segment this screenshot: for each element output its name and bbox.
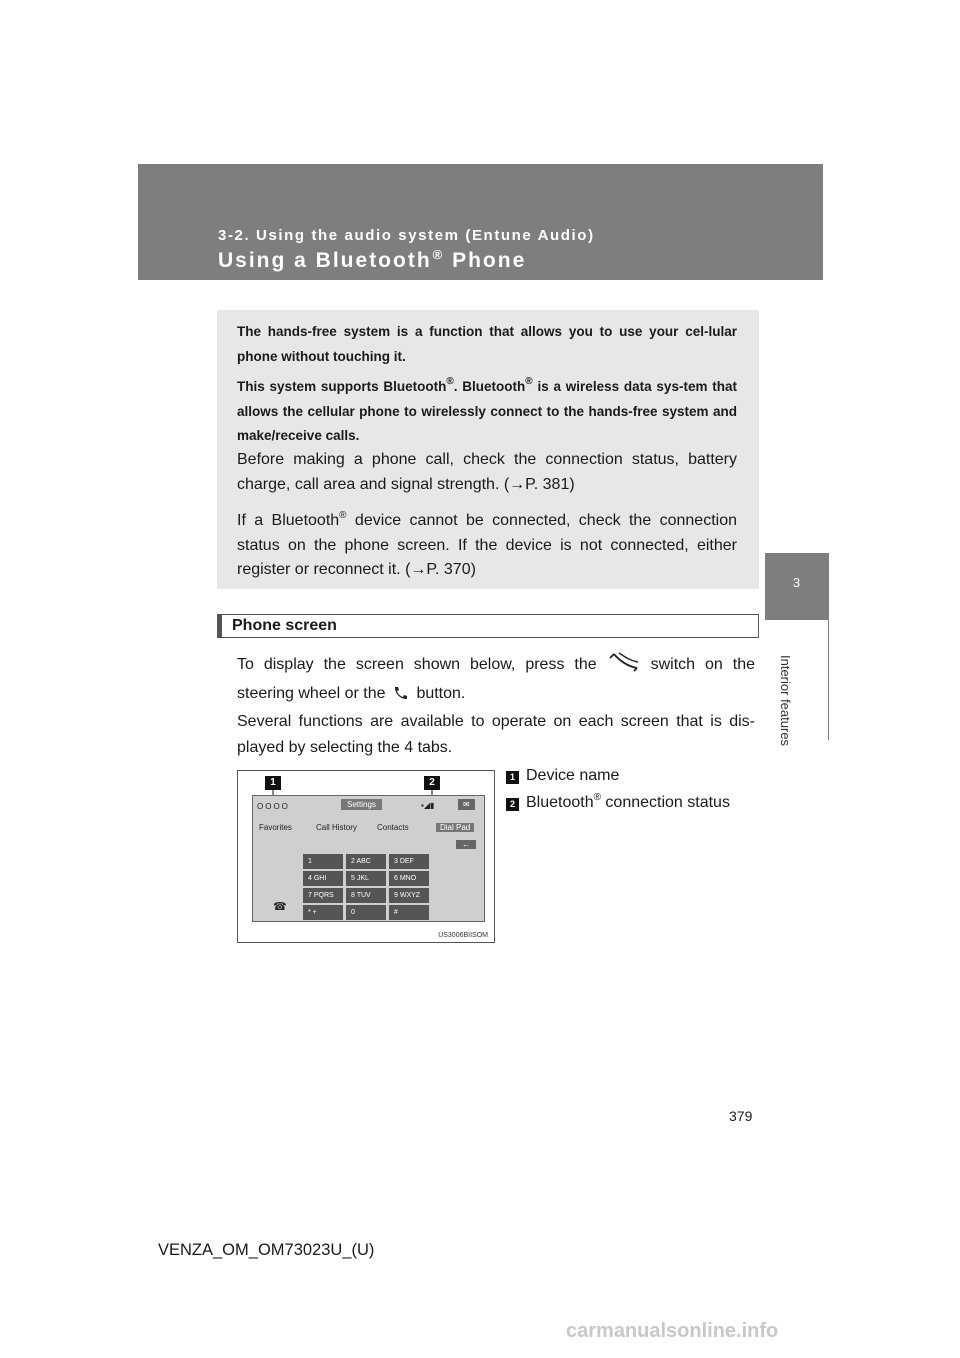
chapter-header — [138, 164, 823, 280]
dial-key: 5 JKL — [346, 871, 386, 886]
side-rule — [828, 553, 829, 740]
call-icon: ☎ — [273, 901, 287, 913]
figure-id: US3006BIISOM — [438, 932, 488, 939]
dial-key: 0 — [346, 905, 386, 920]
body-text: Several functions are available to operate on each screen that is dis-played by selecting the 4 tabs. — [237, 713, 755, 756]
legend-item: 1 Device name — [506, 767, 619, 785]
dial-key: 8 TUV — [346, 888, 386, 903]
page-number: 379 — [729, 1108, 753, 1124]
tab-dial-pad: Dial Pad — [436, 823, 474, 832]
dial-key: 4 GHI — [303, 871, 343, 886]
legend-item: 2 Bluetooth® connection status — [506, 792, 730, 812]
callout-badge: 1 — [265, 776, 281, 790]
tab-call-history: Call History — [316, 823, 357, 832]
body-text: To display the screen shown below, press the switch on the steering wheel or the button. — [237, 650, 755, 709]
legend-badge: 2 — [506, 798, 519, 811]
mail-icon: ✉ — [458, 799, 475, 810]
dial-key: 6 MNO — [389, 871, 429, 886]
bluetooth-status-icon: ▪◢▮ — [421, 801, 435, 810]
info-text: Before making a phone call, check the connection status, battery charge, call area and signal strength. (→P. 381) — [237, 451, 737, 493]
device-name: OOOO — [257, 802, 290, 811]
info-text: This system supports Bluetooth®. Bluetooth® is a wireless data sys-tem that allows the cellular phone to wirelessly connect to the hands-free system and make/receive calls. — [237, 376, 737, 443]
dial-key: 9 WXYZ — [389, 888, 429, 903]
sub-heading: Phone screen — [217, 614, 759, 638]
phone-button-icon — [390, 684, 412, 710]
footer-code: VENZA_OM_OM73023U_(U) — [158, 1241, 375, 1259]
legend-badge: 1 — [506, 771, 519, 784]
dial-key: 2 ABC — [346, 854, 386, 869]
info-text: The hands-free system is a function that allows you to use your cel-lular phone without touching it. — [237, 324, 737, 364]
dial-key: # — [389, 905, 429, 920]
tab-favorites: Favorites — [259, 823, 292, 832]
dial-key: * + — [303, 905, 343, 920]
tab-contacts: Contacts — [377, 823, 409, 832]
section-label: 3-2. Using the audio system (Entune Audio) — [218, 227, 595, 244]
backspace-icon: ← — [456, 840, 476, 849]
settings-button: Settings — [341, 799, 382, 810]
dial-key: 7 PQRS — [303, 888, 343, 903]
page-title: Using a Bluetooth® Phone — [218, 247, 527, 272]
info-box — [217, 310, 759, 589]
chapter-tab: 3 — [765, 553, 828, 620]
phone-screen-figure — [237, 770, 495, 943]
phone-switch-icon — [607, 650, 641, 681]
watermark: carmanualsonline.info — [566, 1320, 779, 1342]
callout-badge: 2 — [424, 776, 440, 790]
chapter-tab-label: Interior features — [778, 655, 793, 747]
dial-key: 1 — [303, 854, 343, 869]
info-text: If a Bluetooth® device cannot be connected, check the connection status on the phone screen. If the device is not connected, either register or reconnect it. (→P. 370) — [237, 510, 737, 578]
dial-key: 3 DEF — [389, 854, 429, 869]
phone-display — [252, 795, 485, 922]
